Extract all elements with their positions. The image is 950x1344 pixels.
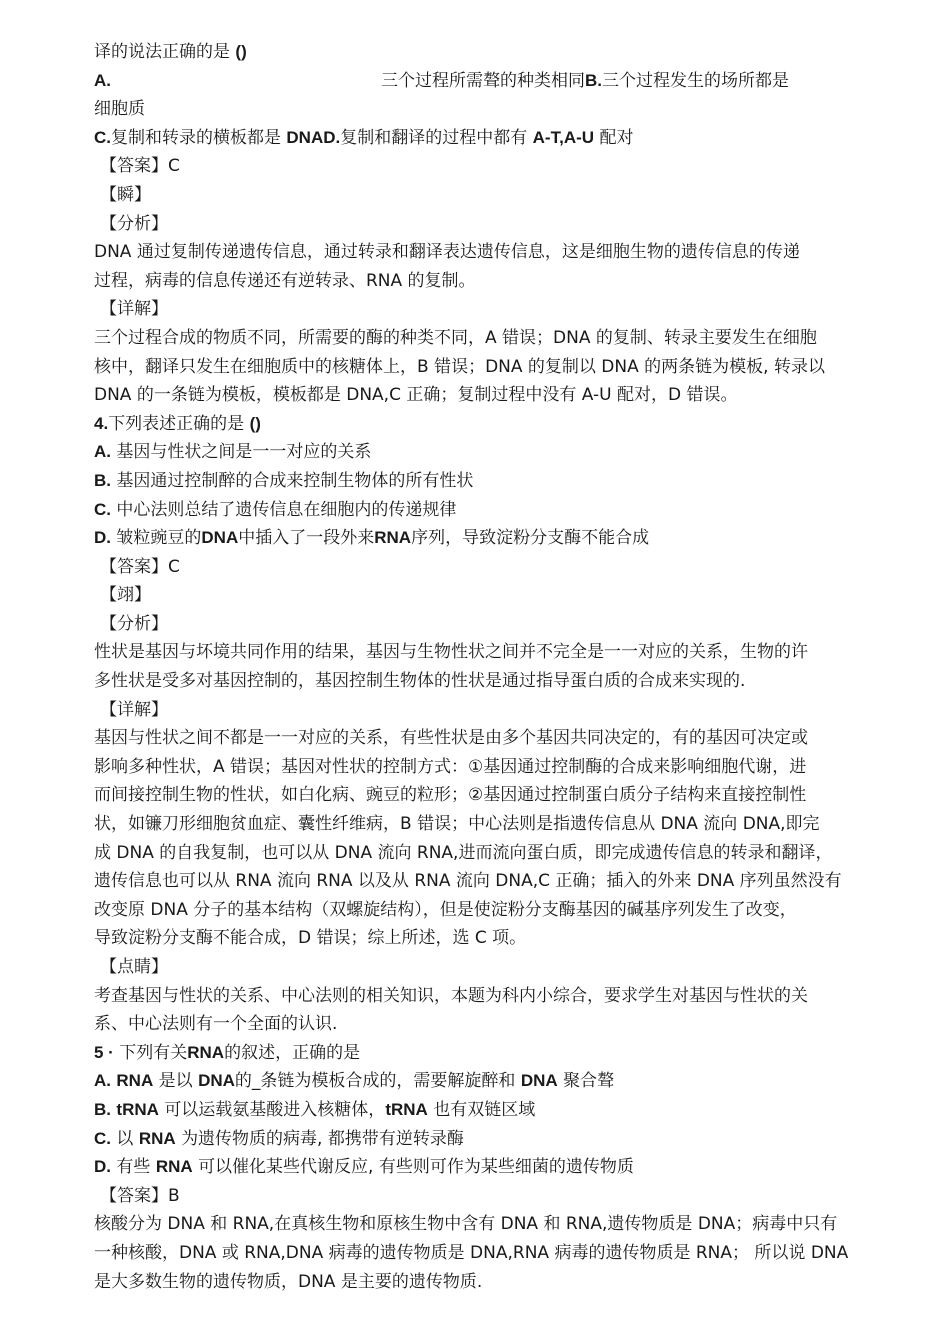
q5-option-a xyxy=(94,1067,874,1096)
q4-xiangjie-line: 状，如镰刀形细胞贫血症、囊性纤维病，B 错误；中心法则是指遗传信息从 DNA 流向 DNA,即完 xyxy=(94,814,820,835)
q5-number: 5 · xyxy=(94,1042,114,1062)
q4-xiangjie-line: 改变原 DNA 分子的基本结构（双螺旋结构），但是使淀粉分支酶基因的碱基序列发生了改变， xyxy=(94,899,797,920)
q3-option-a-letter: A. xyxy=(94,70,111,90)
q4-stem-text: 下列表述正确的是 xyxy=(108,413,245,434)
q3-xiangjie-line: 三个过程合成的物质不同，所需要的酶的种类不同，A 错误；DNA 的复制、转录主要发生在细胞 xyxy=(94,327,817,348)
q5-option-text: 聚合聱 xyxy=(563,1071,615,1092)
q3-option-b-text: 三个过程发生的场所都是 xyxy=(602,70,789,91)
q3-option-c-pairs: A-T,A-U xyxy=(532,127,595,147)
q3-option-c-letter: C. xyxy=(94,127,111,147)
q4-option-letter: A. xyxy=(94,442,111,462)
q5-option-term: tRNA xyxy=(385,1099,428,1119)
q4-option-letter: C. xyxy=(94,499,111,519)
q3-xiangjie-line: DNA 的一条链为模板，模板都是 DNA,C 正确；复制过程中没有 A-U 配对，D 错误。 xyxy=(94,385,738,406)
q4-option-text: 中插入了一段外来 xyxy=(238,528,375,549)
q4-option-text: 皱粒豌豆的 xyxy=(116,528,202,549)
q3-tag-fenxi: 【分析】 xyxy=(100,213,168,234)
q3-stem-text: 译的说法正确的是 xyxy=(94,42,230,62)
q5-option-text: 为遗传物质的病毒, 都携带有逆转录酶 xyxy=(181,1128,464,1149)
q5-option-term: tRNA xyxy=(116,1099,159,1119)
q4-option-a xyxy=(94,438,874,467)
q4-option-term: RNA xyxy=(374,528,412,548)
q5-option-text: 的_条链为模板合成的，需要解旋醉和 xyxy=(234,1071,516,1092)
q4-xiangjie-line: 影响多种性状，A 错误；基因对性状的控制方式：①基因通过控制酶的合成来影响细胞代谢，进 xyxy=(94,756,807,777)
q5-option-text: 可以催化某些代谢反应, 有些则可作为某些细菌的遗传物质 xyxy=(198,1157,634,1178)
q3-answer: 【答案】C xyxy=(100,156,180,177)
q4-dianjing-line: 考查基因与性状的关系、中心法则的相关知识，本题为科内小综合，要求学生对基因与性状的关 xyxy=(94,985,808,1006)
q3-option-b-continued xyxy=(94,95,874,124)
q4-xiangjie-line: 成 DNA 的自我复制，也可以从 DNA 流向 RNA,进而流向蛋白质，即完成遗传信息的转录和翻译， xyxy=(94,842,833,863)
q4-option-text: 基因与性状之间是一一对应的关系 xyxy=(116,442,372,463)
q5-option-d xyxy=(94,1153,874,1182)
q3-stem-paren: () xyxy=(235,42,247,61)
q5-option-term: DNA xyxy=(520,1071,558,1091)
q5-explain-line: 是大多数生物的遗传物质，DNA 是主要的遗传物质. xyxy=(94,1271,483,1292)
q4-xiangjie-line: 而间接控制生物的性状，如白化病、豌豆的粒形；②基因通过控制蛋白质分子结构来直接控制性 xyxy=(94,785,807,806)
q4-xiangjie-line: 导致淀粉分支酶不能合成，D 错误；综上所述，选 C 项。 xyxy=(94,928,527,949)
q4-option-b xyxy=(94,467,874,496)
q5-option-letter: C. xyxy=(94,1128,111,1148)
q4-tag-fenxi: 【分析】 xyxy=(100,613,168,634)
q5-stem-term: RNA xyxy=(187,1042,225,1062)
q5-option-term: RNA xyxy=(116,1071,154,1091)
q4-option-text: 中心法则总结了遗传信息在细胞内的传递规律 xyxy=(116,499,457,520)
q4-tag-dianjing: 【点睛】 xyxy=(100,957,168,977)
q5-option-text: 是以 xyxy=(158,1071,193,1092)
q4-fenxi-line: 性状是基因与坏境共同作用的结果，基因与生物性状之间并不完全是一一对应的关系，生物的许 xyxy=(94,642,808,663)
q4-xiangjie-line: 遗传信息也可以从 RNA 流向 RNA 以及从 RNA 流向 DNA,C 正确；插入的外来 DNA 序列虽然没有 xyxy=(94,871,842,892)
q5-option-term: DNA xyxy=(198,1071,235,1091)
q4-fenxi-line: 多性状是受多对基因控制的，基因控制生物体的性状是通过指导蛋白质的合成来实现的. xyxy=(94,671,746,692)
q5-explain-line: 核酸分为 DNA 和 RNA,在真核生物和原核生物中含有 DNA 和 RNA,遗传物质是 DNA；病毒中只有 xyxy=(94,1214,838,1235)
q5-stem-text: 下列有关 xyxy=(119,1042,188,1063)
q5-stem xyxy=(94,1039,874,1068)
q5-explain-line: 一种核酸，DNA 或 RNA,DNA 病毒的遗传物质是 DNA,RNA 病毒的遗传物质是 RNA； 所以说 DNA xyxy=(94,1242,849,1263)
q4-option-letter: D. xyxy=(94,528,111,548)
q4-stem xyxy=(94,410,874,439)
q4-tag-xiangjie: 【详解】 xyxy=(100,699,168,720)
q3-stem-line xyxy=(94,38,874,67)
q5-option-c xyxy=(94,1125,874,1154)
q5-option-text: 以 xyxy=(116,1128,134,1149)
q3-option-c-dnad: DNAD. xyxy=(286,127,341,147)
document-page xyxy=(94,38,874,1296)
q5-option-text: 有些 xyxy=(116,1157,151,1178)
q5-answer: 【答案】B xyxy=(100,1185,180,1206)
q4-option-term: DNA xyxy=(201,528,239,548)
q3-option-c-d-line xyxy=(94,124,874,153)
q4-dianjing-line: 系、中心法则有一个全面的认识. xyxy=(94,1014,338,1035)
q4-option-letter: B. xyxy=(94,470,111,490)
q3-option-b-cont-text: 细胞质 xyxy=(94,99,145,120)
q5-option-term: RNA xyxy=(155,1157,193,1177)
q5-option-term: RNA xyxy=(138,1128,176,1148)
q3-option-b-letter: B. xyxy=(585,70,602,90)
q5-option-text: 也有双链区域 xyxy=(433,1099,536,1120)
q4-number: 4. xyxy=(94,413,109,433)
q3-option-c-text-3: 配对 xyxy=(599,127,634,148)
q5-option-b xyxy=(94,1096,874,1125)
q4-option-d xyxy=(94,524,874,553)
q3-option-c-text-1: 复制和转录的横板都是 xyxy=(111,127,281,148)
q4-stem-paren: () xyxy=(249,413,261,433)
q5-option-letter: A. xyxy=(94,1071,111,1091)
q4-option-text: 序列，导致淀粉分支酶不能合成 xyxy=(411,528,650,549)
q3-tag-xiangjie: 【详解】 xyxy=(100,299,168,320)
q5-option-letter: B. xyxy=(94,1099,111,1119)
q5-option-letter: D. xyxy=(94,1157,111,1177)
q4-tag-jie: 【翊】 xyxy=(100,585,151,606)
q3-tag-jie: 【瞬】 xyxy=(100,184,151,205)
q5-option-text: 可以运载氨基酸进入核糖体， xyxy=(164,1099,386,1120)
q3-option-a-b-line xyxy=(94,67,874,96)
q3-xiangjie-line: 核中，翻译只发生在细胞质中的核糖体上，B 错误；DNA 的复制以 DNA 的两条链为模板, 转录以 xyxy=(94,356,825,377)
q3-fenxi-line: 过程，病毒的信息传递还有逆转录、RNA 的复制。 xyxy=(94,270,476,291)
q4-answer: 【答案】C xyxy=(100,556,180,577)
q4-option-text: 基因通过控制醉的合成来控制生物体的所有性状 xyxy=(116,470,474,491)
q4-xiangjie-line: 基因与性状之间不都是一一对应的关系，有些性状是由多个基因共同决定的，有的基因可决定或 xyxy=(94,728,808,749)
q3-option-c-text-2: 复制和翻译的过程中都有 xyxy=(340,127,528,148)
q5-stem-text: 的叙述，正确的是 xyxy=(224,1042,361,1063)
q3-fenxi-line: DNA 通过复制传递遗传信息，通过转录和翻译表达遗传信息，这是细胞生物的遗传信息的传递 xyxy=(94,242,800,263)
q4-option-c xyxy=(94,496,874,525)
q3-option-a-text: 三个过程所需聱的种类相同 xyxy=(381,70,585,91)
